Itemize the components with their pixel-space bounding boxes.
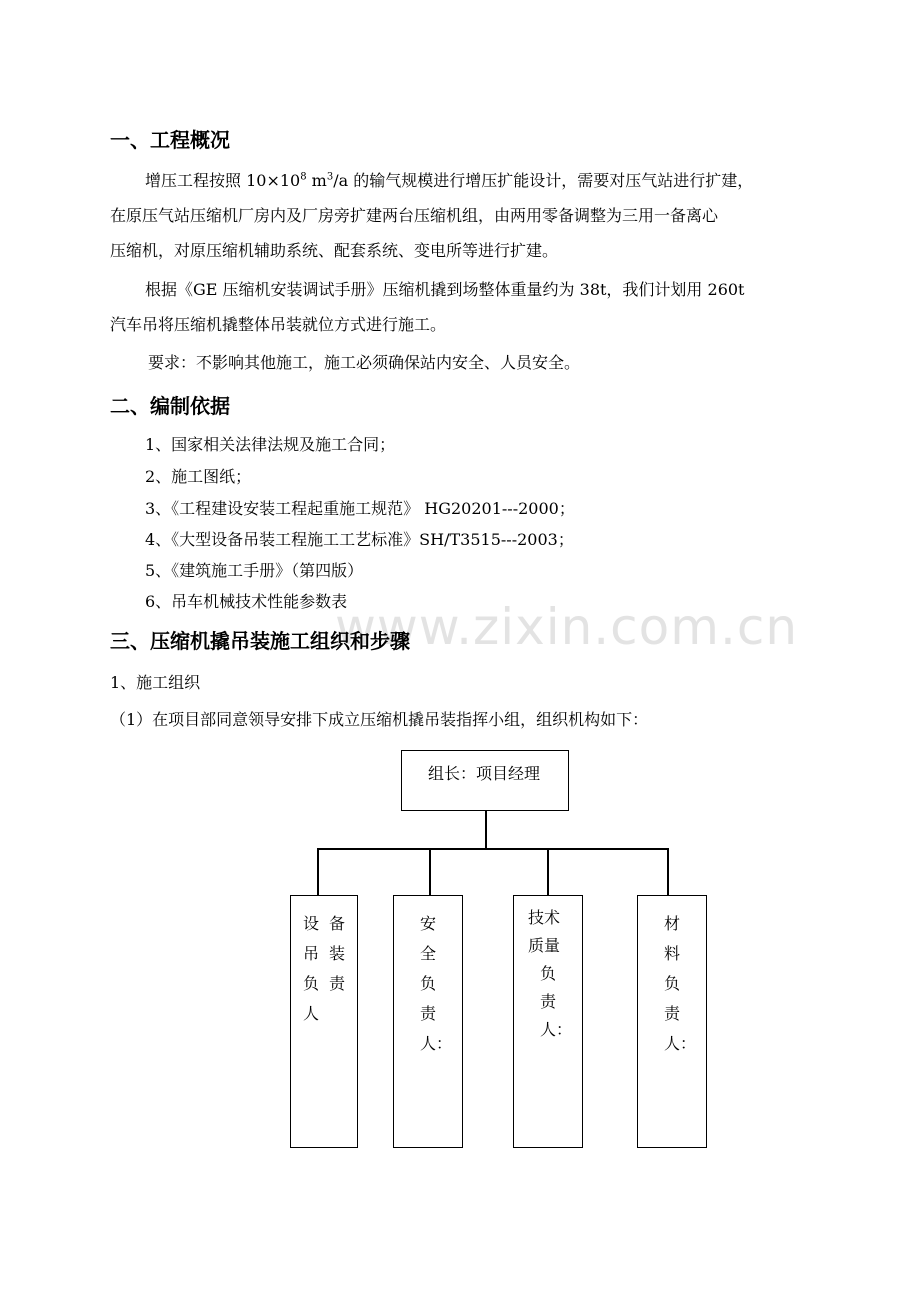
section-3-sub1-1: （1）在项目部同意领导安排下成立压缩机撬吊装指挥小组，组织机构如下： — [110, 710, 649, 729]
org-box-text: 材 料 负 责 人： — [664, 914, 697, 1053]
section-1-para1-line2: 在原压气站压缩机厂房内及厂房旁扩建两台压缩机组，由两用零备调整为三用一备离心 — [110, 206, 719, 225]
connector-line — [429, 848, 431, 895]
org-materials-box — [637, 895, 707, 1148]
basis-item: 6、吊车机械技术性能参数表 — [145, 592, 348, 611]
org-leader-label: 组长：项目经理 — [428, 764, 541, 783]
org-box-text: 备 装 责 — [329, 914, 346, 993]
section-1-para1-line1: 增压工程按照 $10\times 10^8$ $m^3/a$ 的输气规模进行增压扩能设计，需要对压气站进行扩建， — [145, 171, 754, 190]
section-3-heading: 三、压缩机撬吊装施工组织和步骤 — [110, 629, 410, 653]
basis-item: 1、国家相关法律法规及施工合同； — [145, 435, 396, 454]
section-1-heading: 一、工程概况 — [110, 128, 230, 152]
watermark: www.zixin.com.cn — [335, 598, 799, 656]
connector-line — [485, 811, 487, 848]
section-1-para2-line1: 根据《GE 压缩机安装调试手册》压缩机撬到场整体重量约为 38t，我们计划用 260t — [145, 280, 745, 299]
basis-item: 4、《大型设备吊装工程施工工艺标准》SH/T3515---2003； — [145, 530, 574, 549]
section-1-para2-line2: 汽车吊将压缩机撬整体吊装就位方式进行施工。 — [110, 315, 447, 334]
section-1-para3: 要求：不影响其他施工，施工必须确保站内安全、人员安全。 — [148, 353, 581, 372]
org-box-text: 设 吊 负 人 — [303, 914, 320, 1023]
connector-line — [317, 848, 668, 850]
section-2-heading: 二、编制依据 — [110, 394, 230, 418]
basis-item: 3、《工程建设安装工程起重施工规范》 HG20201---2000； — [145, 499, 575, 518]
org-leader-box — [401, 750, 569, 811]
org-tech-quality-box — [513, 895, 583, 1148]
connector-line — [667, 848, 669, 895]
basis-item: 5、《建筑施工手册》（第四版） — [145, 561, 364, 580]
org-equipment-lifting-box — [290, 895, 358, 1148]
org-box-text: 安 全 负 责 人： — [420, 914, 453, 1053]
connector-line — [317, 848, 319, 895]
org-safety-box — [393, 895, 463, 1148]
section-1-para1-line3: 压缩机，对原压缩机辅助系统、配套系统、变电所等进行扩建。 — [110, 241, 559, 260]
section-3-sub1: 1、施工组织 — [110, 673, 201, 692]
org-box-text: 技术 质量 负 责 人： — [528, 908, 573, 1039]
connector-line — [547, 848, 549, 895]
basis-item: 2、施工图纸； — [145, 467, 252, 486]
